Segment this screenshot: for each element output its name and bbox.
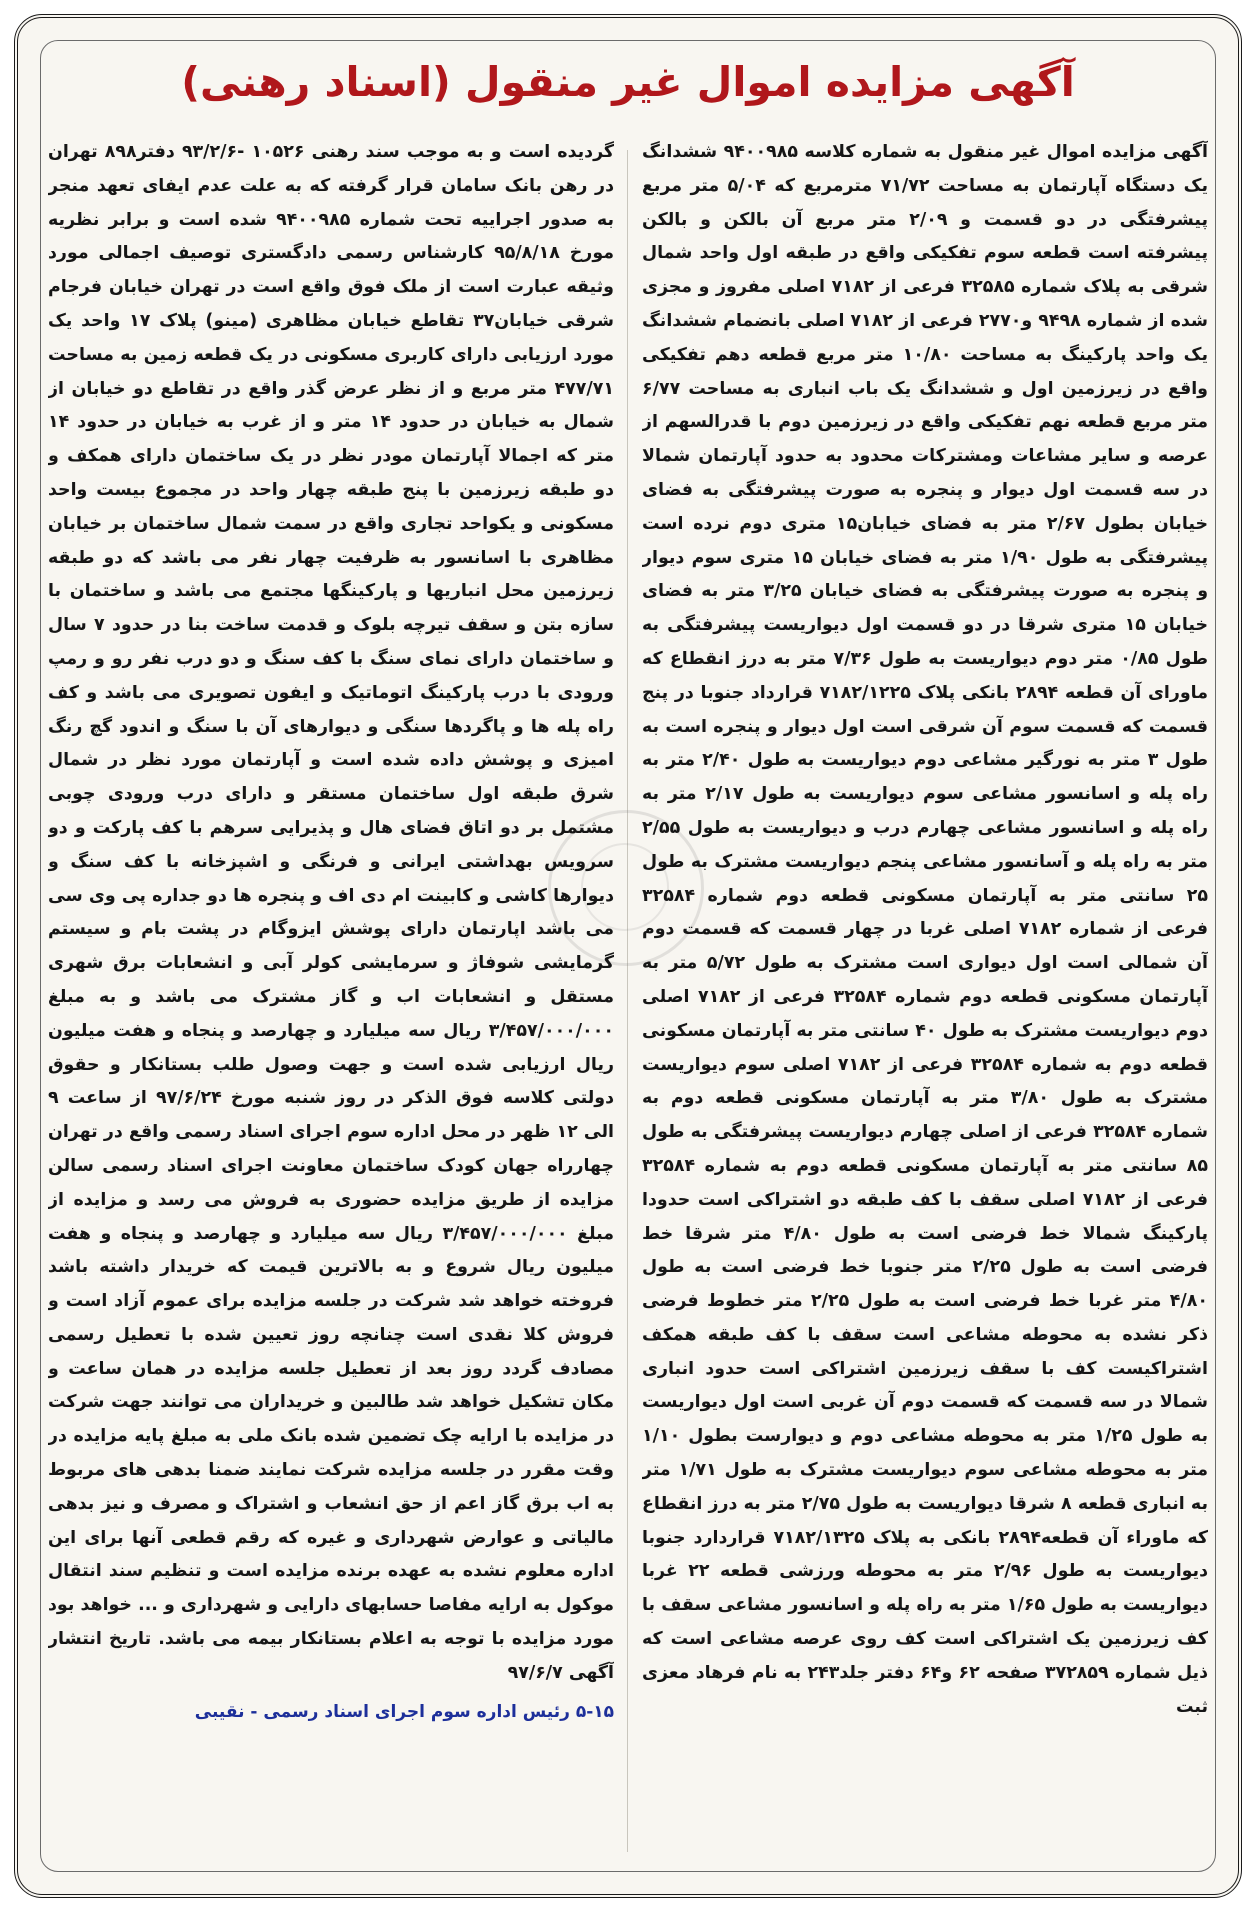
notice-column-right [642, 136, 1208, 1872]
notice-paragraph-left: گردیده است و به موجب سند رهنی ۱۰۵۲۶ -۹۳/۲/۶ دفتر۸۹۸ تهران در رهن بانک سامان قرار گرفته که به علت عدم ایفای تعهد منجر به صدور اجراییه تحت شماره ۹۴۰۰۹۸۵ شده است و برابر نظریه مورخ ۹۵/۸/۱۸ کارشناس رسمی دادگستری توصیف اجمالی مورد وثیقه عبارت است از ملک فوق واقع است در تهران خیابان فرجام شرقی خیابان۳۷ تقاطع خیابان مظاهری (مینو) پلاک ۱۷ واحد یک مورد ارزیابی دارای کاربری مسکونی در یک قطعه زمین به مساحت ۴۷۷/۷۱ متر مربع و از نظر عرض گذر واقع در تقاطع دو خیابان از شمال به خیابان در حدود ۱۴ متر و از غرب به خیابان در حدود ۱۴ متر که اجمالا آپارتمان مودر نظر در یک ساختمان دارای همکف و دو طبقه زیرزمین با پنج طبقه چهار واحد در مجموع بیست واحد مسکونی و یکواحد تجاری واقع در سمت شمال ساختمان بر خیابان مظاهری با اسانسور به ظرفیت چهار نفر می باشد که دو طبقه زیرزمین محل انباریها و پارکینگها مجتمع می باشد و ساختمان با سازه بتن و سقف تیرچه بلوک و قدمت ساخت بنا در حدود ۷ سال و ساختمان دارای نمای سنگ با کف سنگ و دو درب نفر رو و رمپ ورودی با درب پارکینگ اتوماتیک و ایفون تصویری می باشد و کف راه پله ها و پاگردها سنگی و دیوارهای آن با سنگ و اندود گچ رنگ امیزی و پوشش داده شده است و آپارتمان مورد نظر در شمال شرق طبقه اول ساختمان مستقر و دارای درب ورودی چوبی مشتمل بر دو اتاق فضای هال و پذیرایی سرهم با کف پارکت و دو سرویس بهداشتی ایرانی و فرنگی و اشپزخانه با کف سنگ و دیوارها کاشی و کابینت ام دی اف و پنجره ها دو جداره پی وی سی می باشد اپارتمان دارای پوشش ایزوگام در پشت بام و سیستم گرمایشی شوفاژ و سرمایشی کولر آبی و انشعابات برق شهری مستقل و انشعابات اب و گاز مشترک می باشد و به مبلغ ۳/۴۵۷/۰۰۰/۰۰۰ ریال سه میلیارد و چهارصد و پنجاه و هفت میلیون ریال ارزیابی شده است و جهت وصول طلب بستانکار و حقوق دولتی کلاسه فوق الذکر در روز شنبه مورخ ۹۷/۶/۲۴ از ساعت ۹ الی ۱۲ ظهر در محل اداره سوم اجرای اسناد رسمی واقع در تهران چهارراه جهان کودک ساختمان معاونت اجرای اسناد رسمی سالن مزایده از طریق مزایده حضوری به فروش می رسد و مزایده از مبلغ ۳/۴۵۷/۰۰۰/۰۰۰ ریال سه میلیارد و چهارصد و پنجاه و هفت میلیون ریال شروع و به بالاترین قیمت که خریدار داشته باشد فروخته خواهد شد شرکت در جلسه مزایده برای عموم آزاد است و فروش کلا نقدی است چنانچه روز تعیین شده با تعطیل رسمی مصادف گردد روز بعد از تعطیل جلسه مزایده در همان ساعت و مکان تشکیل خواهد شد طالبین و خریداران می توانند جهت شرکت در مزایده با ارایه چک تضمین شده بانک ملی به مبلغ پایه مزایده در وقت مقرر در جلسه مزایده شرکت نمایند ضمنا بدهی های مربوط به اب برق گاز اعم از حق انشعاب و اشتراک و مصرف و نیز بدهی مالیاتی و عوارض شهرداری و غیره که رقم قطعی آنها برای این اداره معلوم نشده به عهده برنده مزایده است و تنظیم سند انتقال موکول به ارایه مفاصا حسابهای دارایی و شهرداری و ... خواهد بود مورد مزایده با توجه به اعلام بستانکار بیمه می باشد. تاریخ انتشار آگهی ۹۷/۶/۷ [48, 142, 614, 1683]
notice-paragraph-right: آگهی مزایده اموال غیر منقول به شماره کلاسه ۹۴۰۰۹۸۵ ششدانگ یک دستگاه آپارتمان به مساحت ۷۱/۷۲ مترمربع که ۵/۰۴ متر مربع پیشرفتگی در دو قسمت و ۲/۰۹ متر مربع آن بالکن و بالکن پیشرفته است قطعه سوم تفکیکی واقع در طبقه اول واحد شمال شرقی به پلاک شماره ۳۲۵۸۵ فرعی از ۷۱۸۲ اصلی مفروز و مجزی شده از شماره ۹۴۹۸ و۲۷۷۰ فرعی از ۷۱۸۲ اصلی بانضمام ششدانگ یک واحد پارکینگ به مساحت ۱۰/۸۰ متر مربع قطعه دهم تفکیکی واقع در زیرزمین اول و ششدانگ یک باب انباری به مساحت ۶/۷۷ متر مربع قطعه نهم تفکیکی واقع در زیرزمین دوم با قدرالسهم از عرصه و سایر مشاعات ومشترکات محدود به حدود آپارتمان شمالا در سه قسمت اول دیوار و پنجره به صورت پیشرفتگی به فضای خیابان بطول ۲/۶۷ متر به فضای خیابان۱۵ متری دوم نرده است پیشرفتگی به طول ۱/۹۰ متر به فضای خیابان ۱۵ متری سوم دیوار و پنجره به صورت پیشرفتگی به فضای خیابان ۳/۲۵ متر به فضای خیابان ۱۵ متری شرقا در دو قسمت اول دیواریست پیشرفتگی به طول ۰/۸۵ متر دوم دیواریست به طول ۷/۳۶ متر به درز انقطاع که ماورای آن قطعه ۲۸۹۴ بانکی پلاک ۷۱۸۲/۱۲۲۵ قرارداد جنوبا در پنج قسمت که قسمت سوم آن شرقی است اول دیوار و پنجره است به طول ۳ متر به نورگیر مشاعی دوم دیواریست به طول ۲/۴۰ متر به راه پله و اسانسور مشاعی سوم دیواریست به طول ۲/۱۷ متر به راه پله و اسانسور مشاعی چهارم درب و دیواریست به طول ۲/۵۵ متر به راه پله و آسانسور مشاعی پنجم دیواریست مشترک به طول ۲۵ سانتی متر به آپارتمان مسکونی قطعه دوم شماره ۳۲۵۸۴ فرعی از شماره ۷۱۸۲ اصلی غربا در چهار قسمت که قسمت دوم آن شمالی است اول دیواری است مشترک به طول ۵/۷۲ متر به آپارتمان مسکونی قطعه دوم شماره ۳۲۵۸۴ فرعی از ۷۱۸۲ اصلی دوم دیواریست مشترک به طول ۴۰ سانتی متر به آپارتمان مسکونی قطعه دوم به شماره ۳۲۵۸۴ فرعی از ۷۱۸۲ اصلی سوم دیواریست مشترک به طول ۳/۸۰ متر به آپارتمان مسکونی قطعه دوم به شماره ۳۲۵۸۴ فرعی از اصلی چهارم دیواریست پیشرفتگی به طول ۸۵ سانتی متر به آپارتمان مسکونی قطعه دوم به شماره ۳۲۵۸۴ فرعی از ۷۱۸۲ اصلی سقف با کف طبقه دو اشتراکی است حدودا پارکینگ شمالا خط فرضی است به طول ۴/۸۰ متر شرقا خط فرضی است به طول ۲/۲۵ متر جنوبا خط فرضی است به طول ۴/۸۰ متر غربا خط فرضی است به طول ۲/۲۵ متر خطوط فرضی ذکر نشده به محوطه مشاعی است سقف با کف طبقه همکف اشتراکیست کف با سقف زیرزمین اشتراکی است حدود انباری شمالا در سه قسمت که قسمت دوم آن غربی است اول دیواریست به طول ۱/۲۵ متر به محوطه مشاعی دوم و دیوارست بطول ۱/۱۰ متر به محوطه مشاعی سوم دیواریست مشترک به طول ۱/۷۱ متر به انباری قطعه ۸ شرقا دیواریست به طول ۲/۷۵ متر به درز انقطاع که ماوراء آن قطعه۲۸۹۴ بانکی به پلاک ۷۱۸۲/۱۳۲۵ قراردارد جنوبا دیواریست به طول ۲/۹۶ متر به محوطه ورزشی قطعه ۲۲ غربا دیواریست به طول ۱/۶۵ متر به راه پله و اسانسور مشاعی سقف با کف زیرزمین یک اشتراکی است کف روی عرصه مشاعی است که ذیل شماره ۳۷۲۸۵۹ صفحه ۶۲ و۶۴ دفتر جلد۲۴۳ به نام فرهاد معزی ثبت [642, 142, 1208, 1717]
notice-column-left [48, 136, 614, 1872]
notice-signature: ۵-۱۵ رئیس اداره سوم اجرای اسناد رسمی - نقیبی [194, 1701, 614, 1722]
notice-body [48, 136, 1208, 1872]
notice-title: آگهی مزایده اموال غیر منقول (اسناد رهنی) [181, 58, 1075, 106]
